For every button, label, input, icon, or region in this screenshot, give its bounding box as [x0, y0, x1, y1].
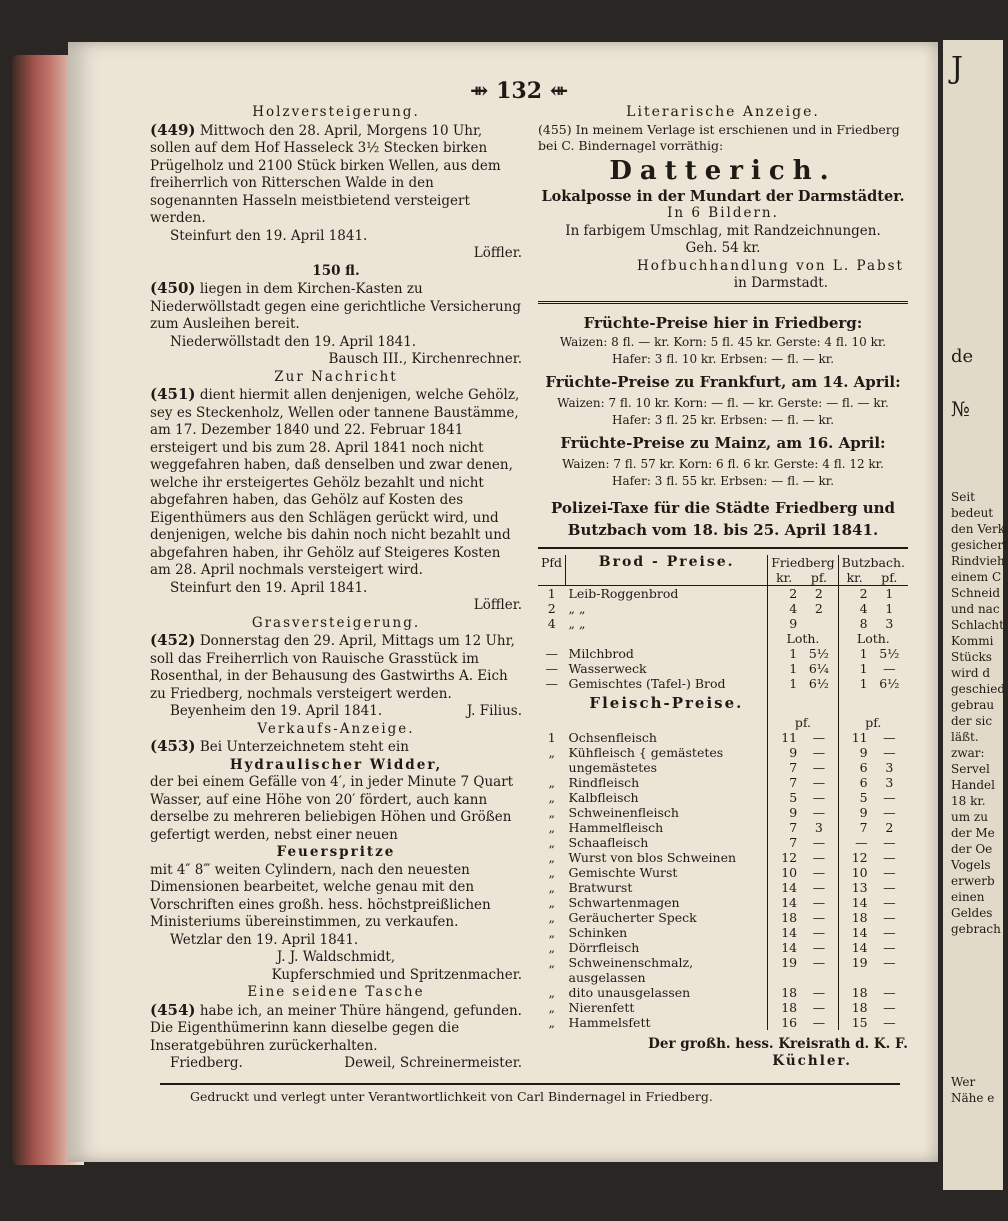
- left-column: [150, 104, 522, 1073]
- cell-bb-pf: —: [883, 729, 896, 745]
- entry-signature: Kupferschmied und Spritzenmacher.: [271, 966, 522, 983]
- fragment: um zu: [951, 810, 988, 824]
- fragment: Wer: [951, 1075, 976, 1089]
- cell-bb-kr: 9: [838, 805, 870, 820]
- cell-fb-kr: 14: [768, 940, 800, 955]
- cell-bb-pf: —: [883, 999, 896, 1015]
- cell-fb-kr: 9: [768, 745, 800, 760]
- cell-item: Schaafleisch: [568, 834, 649, 850]
- table-row: [538, 661, 908, 676]
- table-row: [538, 925, 908, 940]
- cell-bb-pf: —: [883, 864, 896, 880]
- cell-qty: „: [548, 999, 556, 1015]
- table-row: [538, 1015, 908, 1030]
- entry-450: (450) liegen in dem Kirchen-Kasten zu Niederwöllstadt gegen eine gerichtliche Versicherung zum Ausleihen bereit.: [150, 279, 521, 332]
- fragment: bedeut: [951, 506, 994, 520]
- table-row: [538, 760, 908, 775]
- meat-rows: [538, 730, 908, 1030]
- cell-qty: „: [548, 744, 556, 760]
- cell-item: Kühfleisch { gemästetes: [568, 744, 724, 760]
- cell-fb-pf: 5½: [808, 645, 829, 661]
- police-tax-title: Polizei-Taxe für die Städte Friedberg und: [551, 498, 895, 517]
- cell-fb-pf: 2: [814, 600, 823, 616]
- fragment: der Oe: [951, 842, 993, 856]
- cell-item: Schweinenschmalz, ausgelassen: [568, 954, 694, 985]
- cell-fb-kr: 1: [768, 676, 800, 691]
- cell-fb-kr: 18: [768, 1000, 800, 1015]
- grain-prices-title: Früchte-Preise zu Mainz, am 16. April:: [560, 433, 886, 452]
- table-row: [538, 985, 908, 1000]
- fragment: Nähe e: [951, 1091, 995, 1105]
- cell-qty: „: [548, 804, 556, 820]
- cell-bb-pf: —: [883, 849, 896, 865]
- table-row: [538, 585, 908, 601]
- cell-bb-pf: 6½: [879, 675, 900, 691]
- grain-prices-line: Hafer: 3 fl. 25 kr. Erbsen: — fl. — kr.: [611, 413, 835, 427]
- table-row: [538, 835, 908, 850]
- table-row: [538, 691, 908, 715]
- book-info: In farbigem Umschlag, mit Randzeichnungen.: [565, 222, 881, 239]
- fragment: gesichert: [951, 538, 1008, 552]
- unit-label: Loth.: [838, 631, 908, 646]
- cell-fb-kr: 5: [768, 790, 800, 805]
- fragment: der sic: [951, 714, 993, 728]
- entry-title: Verkaufs-Anzeige.: [257, 720, 415, 737]
- fragment: J: [951, 51, 964, 86]
- publisher: Hofbuchhandlung von L. Pabst: [636, 257, 904, 274]
- cell-fb-pf: —: [812, 774, 826, 790]
- table-row: [538, 805, 908, 820]
- entry-signature: Löffler.: [473, 597, 522, 613]
- cell-bb-kr: 10: [838, 865, 870, 880]
- cell-bb-kr: 1: [838, 646, 870, 661]
- meat-prices-title: Fleisch-Preise.: [589, 693, 744, 712]
- book-price: Geh. 54 kr.: [685, 240, 761, 256]
- cell-qty: —: [545, 645, 559, 661]
- cell-fb-kr: 19: [768, 955, 800, 985]
- divider: [538, 301, 908, 304]
- cell-bb-kr: 18: [838, 985, 870, 1000]
- grain-prices-title: Früchte-Preise hier in Friedberg:: [583, 313, 863, 332]
- fragment: Schlacht: [951, 618, 1004, 632]
- cell-qty: 1: [547, 585, 556, 601]
- cell-qty: 4: [547, 615, 556, 631]
- price-table: [538, 555, 908, 1030]
- cell-bb-kr: 5: [838, 790, 870, 805]
- publisher-city: in Darmstadt.: [733, 275, 828, 291]
- cell-item: Schinken: [568, 924, 628, 940]
- entry-455: (455) In meinem Verlage ist erschienen und in Friedberg bei C. Bindernagel vorräthig:: [538, 121, 900, 153]
- col-header-butzbach: Butzbach.: [838, 555, 908, 570]
- cell-bb-pf: —: [883, 924, 896, 940]
- cell-qty: 2: [547, 600, 556, 616]
- book-title: Datterich.: [609, 155, 837, 186]
- cell-bb-kr: 7: [838, 820, 870, 835]
- cell-bb-kr: 1: [838, 676, 870, 691]
- grain-prices-line: Waizen: 7 fl. 10 kr. Korn: — fl. — kr. Gerste: — fl. — kr.: [557, 395, 889, 410]
- table-row: [538, 820, 908, 835]
- cell-fb-kr: 9: [768, 805, 800, 820]
- cell-fb-kr: 12: [768, 850, 800, 865]
- cell-item: Nierenfett: [568, 999, 635, 1015]
- fragment: Stücks: [951, 650, 992, 664]
- entry-title: Zur Nachricht: [274, 368, 398, 385]
- col-header-brod: Brod - Preise.: [566, 555, 768, 586]
- page-number: ⇻ 132 ⇺: [470, 78, 569, 104]
- cell-item: Milchbrod: [568, 645, 634, 661]
- cell-item: Geräucherter Speck: [568, 909, 697, 925]
- fragment: erwerb: [951, 874, 995, 888]
- entry-454: (454) habe ich, an meiner Thüre hängend, gefunden. Die Eigenthümerinn kann dieselbe gegen die Inseratgebühren zurückerhalten.: [150, 1000, 522, 1054]
- cell-bb-pf: 1: [885, 585, 894, 601]
- cell-qty: „: [548, 984, 556, 1000]
- entry-signature: J. Filius.: [466, 703, 522, 719]
- entry-453: (453) Bei Unterzeichnetem steht ein: [150, 737, 409, 755]
- cell-bb-pf: —: [883, 879, 896, 895]
- cell-qty: „: [548, 909, 556, 925]
- cell-fb-kr: 2: [768, 585, 800, 601]
- cell-bb-kr: 2: [838, 585, 870, 601]
- cell-fb-kr: 10: [768, 865, 800, 880]
- cell-fb-kr: 14: [768, 880, 800, 895]
- grain-prices-title: Früchte-Preise zu Frankfurt, am 14. April:: [545, 372, 901, 391]
- cell-fb-pf: —: [812, 849, 826, 865]
- footer-rule: [160, 1083, 900, 1085]
- fragment: Kommi: [951, 634, 994, 648]
- table-row: [538, 745, 908, 760]
- cell-fb-pf: —: [812, 984, 826, 1000]
- table-row: [538, 601, 908, 616]
- cell-item: Rindfleisch: [568, 774, 640, 790]
- unit-label: pf.: [838, 715, 908, 730]
- entry-subtitle: Hydraulischer Widder,: [229, 756, 443, 773]
- cell-item: dito unausgelassen: [568, 984, 691, 1000]
- table-row: [538, 631, 908, 646]
- cell-fb-pf: —: [812, 954, 826, 970]
- right-column: [538, 104, 908, 1071]
- cell-item: Hammelfleisch: [568, 819, 664, 835]
- table-row: [538, 955, 908, 985]
- table-row: [538, 790, 908, 805]
- cell-qty: „: [548, 864, 556, 880]
- cell-fb-kr: 7: [768, 760, 800, 775]
- cell-bb-kr: 14: [838, 925, 870, 940]
- cell-qty: „: [548, 849, 556, 865]
- entry-title: 150 fl.: [312, 262, 360, 279]
- fragment: Schneid: [951, 586, 1001, 600]
- cell-bb-kr: 18: [838, 910, 870, 925]
- fragment: geschied: [951, 682, 1006, 696]
- fragment: läßt.: [951, 730, 979, 744]
- cell-qty: „: [548, 819, 556, 835]
- cell-fb-pf: —: [812, 864, 826, 880]
- col-subheader: kr.: [768, 570, 800, 586]
- cell-bb-pf: 3: [885, 615, 894, 631]
- cell-bb-pf: —: [883, 1014, 896, 1030]
- fragment: gebrach: [951, 922, 1001, 936]
- fragment: den Verk: [951, 522, 1005, 536]
- cell-item: Schweinenfleisch: [568, 804, 679, 820]
- cell-bb-pf: —: [883, 804, 896, 820]
- cell-item: Gemischte Wurst: [568, 864, 678, 880]
- cell-qty: „: [548, 774, 556, 790]
- cell-fb-pf: [800, 616, 838, 631]
- col-subheader: pf.: [871, 570, 908, 586]
- fragment: und nac: [951, 602, 1000, 616]
- cell-item: Ochsenfleisch: [568, 729, 657, 745]
- cell-fb-pf: —: [812, 1014, 826, 1030]
- printer-footer: Gedruckt und verlegt unter Verantwortlichkeit von Carl Bindernagel in Friedberg.: [190, 1089, 713, 1104]
- cell-fb-pf: —: [812, 939, 826, 955]
- fragment: 18 kr.: [951, 794, 986, 808]
- cell-fb-kr: 7: [768, 835, 800, 850]
- book-info: In 6 Bildern.: [667, 205, 779, 221]
- col-subheader: pf.: [800, 570, 838, 586]
- cell-fb-kr: 18: [768, 910, 800, 925]
- cell-bb-kr: 8: [838, 616, 870, 631]
- entry-title: Eine seidene Tasche: [247, 984, 425, 1000]
- fragment: Vogels: [951, 858, 991, 872]
- cell-fb-pf: —: [812, 879, 826, 895]
- cell-fb-pf: 2: [814, 585, 823, 601]
- table-header: [538, 555, 908, 570]
- cell-fb-kr: 1: [768, 661, 800, 676]
- table-row: [538, 850, 908, 865]
- cell-qty: „: [548, 939, 556, 955]
- cell-item: „ „: [568, 615, 586, 631]
- entry-place: Beyenheim den 19. April 1841.: [170, 703, 383, 719]
- cell-bb-pf: —: [883, 939, 896, 955]
- cell-bb-kr: 1: [838, 661, 870, 676]
- cell-bb-pf: —: [883, 954, 896, 970]
- cell-qty: „: [548, 1014, 556, 1030]
- cell-fb-kr: 7: [768, 820, 800, 835]
- entry-signature: Deweil, Schreinermeister.: [344, 1055, 522, 1071]
- cell-qty: —: [545, 660, 559, 676]
- cell-fb-pf: —: [812, 924, 826, 940]
- table-row: [538, 775, 908, 790]
- entry-451: (451) dient hiermit allen denjenigen, welche Gehölz, sey es Steckenholz, Wellen oder tannene Baustämme, am 17. Dezember 1840 und 22. Februar 1841 ersteigert und bis zum 28. April 1841 noch nicht weggefahren haben, daß denselben und zwar denen, welche ihr ersteigertes Gehölz bezahlt und nicht abgefahren haben, das Gehölz auf Kosten des Eigenthümers aus den Schlägen gerückt wird, und denjenigen, welche bis dahin noch nicht bezahlt und abgefahren haben, ihr Gehölz auf Steigeres Kosten am 28. April nochmals versteigert wird.: [150, 385, 520, 578]
- cell-item: ungemästetes: [568, 759, 658, 775]
- cell-fb-pf: —: [812, 759, 826, 775]
- cell-bb-pf: —: [883, 984, 896, 1000]
- table-row: [538, 895, 908, 910]
- entry-signature: Bausch III., Kirchenrechner.: [328, 351, 522, 367]
- cell-bb-pf: —: [883, 660, 896, 676]
- cell-item: Bratwurst: [568, 879, 633, 895]
- table-row: [538, 865, 908, 880]
- cell-fb-kr: 11: [768, 730, 800, 745]
- grain-prices-line: Hafer: 3 fl. 55 kr. Erbsen: — fl. — kr.: [611, 474, 835, 488]
- cell-bb-pf: —: [883, 894, 896, 910]
- cell-fb-pf: 6¼: [808, 660, 829, 676]
- entry-footer: [150, 1055, 522, 1073]
- table-row: [538, 880, 908, 895]
- entry-place: Steinfurt den 19. April 1841.: [170, 579, 368, 596]
- cell-qty: [538, 760, 566, 775]
- entry-signature: Löffler.: [473, 245, 522, 261]
- police-tax-title: Butzbach vom 18. bis 25. April 1841.: [567, 520, 879, 539]
- fragment: Seit: [951, 490, 975, 504]
- entry-subtitle: Feuerspritze: [276, 844, 396, 860]
- cell-qty: —: [545, 675, 559, 691]
- cell-bb-kr: 15: [838, 1015, 870, 1030]
- cell-item: Leib-Roggenbrod: [568, 585, 679, 601]
- cell-item: Schwartenmagen: [568, 894, 680, 910]
- fragment: gebrau: [951, 698, 995, 712]
- cell-item: „ „: [568, 600, 586, 616]
- cell-fb-pf: 3: [814, 819, 823, 835]
- col-subheader: kr.: [838, 570, 870, 586]
- fragment: №: [951, 397, 970, 421]
- cell-bb-pf: 2: [885, 819, 894, 835]
- cell-fb-kr: 16: [768, 1015, 800, 1030]
- cell-fb-kr: 9: [768, 616, 800, 631]
- official-name: Küchler.: [772, 1053, 852, 1069]
- cell-qty: „: [548, 894, 556, 910]
- cell-qty: „: [548, 954, 556, 970]
- cell-item: Gemischtes (Tafel-) Brod: [568, 675, 726, 691]
- entry-place: Wetzlar den 19. April 1841.: [170, 931, 359, 948]
- grain-prices-line: Waizen: 7 fl. 57 kr. Korn: 6 fl. 6 kr. Gerste: 4 fl. 12 kr.: [562, 456, 884, 471]
- entry-title: Holzversteigerung.: [252, 104, 420, 120]
- grain-prices-line: Waizen: 8 fl. — kr. Korn: 5 fl. 45 kr. Gerste: 4 fl. 10 kr.: [559, 334, 887, 349]
- col-header-friedberg: Friedberg: [768, 555, 838, 570]
- cell-bb-kr: 11: [838, 730, 870, 745]
- cell-bb-pf: 3: [885, 759, 894, 775]
- fragment: einen: [951, 890, 985, 904]
- table-row: [538, 676, 908, 691]
- cell-bb-pf: —: [883, 744, 896, 760]
- fragment: wird d: [951, 666, 991, 680]
- cell-bb-pf: —: [883, 909, 896, 925]
- table-row: [538, 715, 908, 730]
- cell-item: Hammelsfett: [568, 1014, 651, 1030]
- cell-fb-kr: 18: [768, 985, 800, 1000]
- unit-label: pf.: [768, 715, 838, 730]
- fragment: zwar:: [951, 746, 985, 760]
- cell-bb-kr: 18: [838, 1000, 870, 1015]
- cell-fb-pf: —: [812, 789, 826, 805]
- cell-fb-pf: 6½: [808, 675, 829, 691]
- literary-title: Literarische Anzeige.: [626, 104, 820, 120]
- cell-fb-kr: 4: [768, 601, 800, 616]
- entry-place: Steinfurt den 19. April 1841.: [170, 227, 368, 244]
- entry-452: (452) Donnerstag den 29. April, Mittags um 12 Uhr, soll das Freiherrlich von Rauische Grasstück im Rosenthal, in der Behausung des Gastwirths A. Eich zu Friedberg, nochmals versteigert werden.: [150, 631, 515, 702]
- entry-footer: [150, 703, 522, 721]
- cell-fb-pf: —: [812, 744, 826, 760]
- entry-453-text: mit 4″ 8‴ weiten Cylindern, nach den neuesten Dimensionen bearbeitet, welche genau mit den Vorschriften eines großh. hess. höchstpreißlichen Ministeriums übereinstimmen, zu verkaufen.: [150, 861, 491, 930]
- entry-title: Grasversteigerung.: [251, 614, 421, 631]
- cell-qty: 1: [547, 729, 556, 745]
- cell-fb-pf: —: [812, 909, 826, 925]
- cell-fb-pf: —: [812, 729, 826, 745]
- cell-bb-pf: —: [883, 834, 896, 850]
- cell-fb-pf: —: [812, 804, 826, 820]
- cell-item: Wasserweck: [568, 660, 647, 676]
- entry-place: Friedberg.: [170, 1055, 243, 1071]
- cell-qty: „: [548, 834, 556, 850]
- fragment: Geldes: [951, 906, 993, 920]
- bread-rows-2: [538, 646, 908, 691]
- fragment: der Me: [951, 826, 995, 840]
- entry-449: (449) Mittwoch den 28. April, Morgens 10 Uhr, sollen auf dem Hof Hasseleck 3½ Stecken birken Prügelholz und 2100 Stück birken Wellen, aus dem freiherrlich von Ritterschen Walde in den sogenannten Hasseln meistbietend versteigert werden.: [150, 120, 501, 226]
- divider: [538, 547, 908, 549]
- fragment: Servel: [951, 762, 990, 776]
- cell-bb-kr: 14: [838, 895, 870, 910]
- table-row: [538, 646, 908, 661]
- cell-bb-pf: —: [883, 789, 896, 805]
- table-row: [538, 940, 908, 955]
- cell-item: Wurst von blos Schweinen: [568, 849, 737, 865]
- cell-fb-kr: 14: [768, 895, 800, 910]
- cell-qty: „: [548, 879, 556, 895]
- cell-qty: „: [548, 924, 556, 940]
- cell-fb-kr: 7: [768, 775, 800, 790]
- cell-fb-kr: 14: [768, 925, 800, 940]
- fragment: einem C: [951, 570, 1002, 584]
- cell-fb-kr: 1: [768, 646, 800, 661]
- cell-bb-kr: 19: [838, 955, 870, 985]
- official-signature: Der großh. hess. Kreisrath d. K. F.: [648, 1035, 908, 1052]
- cell-fb-pf: —: [812, 999, 826, 1015]
- fragment: de: [951, 346, 974, 367]
- table-row: [538, 910, 908, 925]
- cell-item: Kalbfleisch: [568, 789, 639, 805]
- entry-signature: J. J. Waldschmidt,: [276, 949, 396, 965]
- table-row: [538, 616, 908, 631]
- entry-place: Niederwöllstadt den 19. April 1841.: [170, 333, 417, 350]
- table-row: [538, 730, 908, 745]
- fragment: Rindvieh: [951, 554, 1005, 568]
- grain-prices-line: Hafer: 3 fl. 10 kr. Erbsen: — fl. — kr.: [611, 352, 835, 366]
- cell-bb-kr: 4: [838, 601, 870, 616]
- cell-bb-pf: 5½: [879, 645, 900, 661]
- cell-item: Dörrfleisch: [568, 939, 640, 955]
- cell-qty: „: [548, 789, 556, 805]
- bread-rows: [538, 585, 908, 631]
- unit-label: Loth.: [768, 631, 838, 646]
- fragment: Handel: [951, 778, 995, 792]
- cell-bb-kr: 6: [838, 760, 870, 775]
- cell-bb-kr: 12: [838, 850, 870, 865]
- cell-bb-pf: 1: [885, 600, 894, 616]
- col-header-pfd: Pfd: [538, 555, 566, 586]
- cell-bb-kr: 14: [838, 940, 870, 955]
- cell-bb-kr: 9: [838, 745, 870, 760]
- table-row: [538, 1000, 908, 1015]
- cell-bb-pf: 3: [885, 774, 894, 790]
- book-subtitle: Lokalposse in der Mundart der Darmstädter.: [541, 187, 905, 205]
- cell-bb-kr: —: [838, 835, 870, 850]
- facing-page: [940, 40, 1008, 1190]
- cell-bb-kr: 6: [838, 775, 870, 790]
- cell-bb-kr: 13: [838, 880, 870, 895]
- entry-453-text: der bei einem Gefälle von 4′, in jeder Minute 7 Quart Wasser, auf eine Höhe von 20′ fördert, auch kann derselbe zu mehreren beliebigen Höhen und Größen gefertigt werden, nebst einer neuen: [150, 774, 514, 843]
- cell-fb-pf: —: [812, 834, 826, 850]
- cell-fb-pf: —: [812, 894, 826, 910]
